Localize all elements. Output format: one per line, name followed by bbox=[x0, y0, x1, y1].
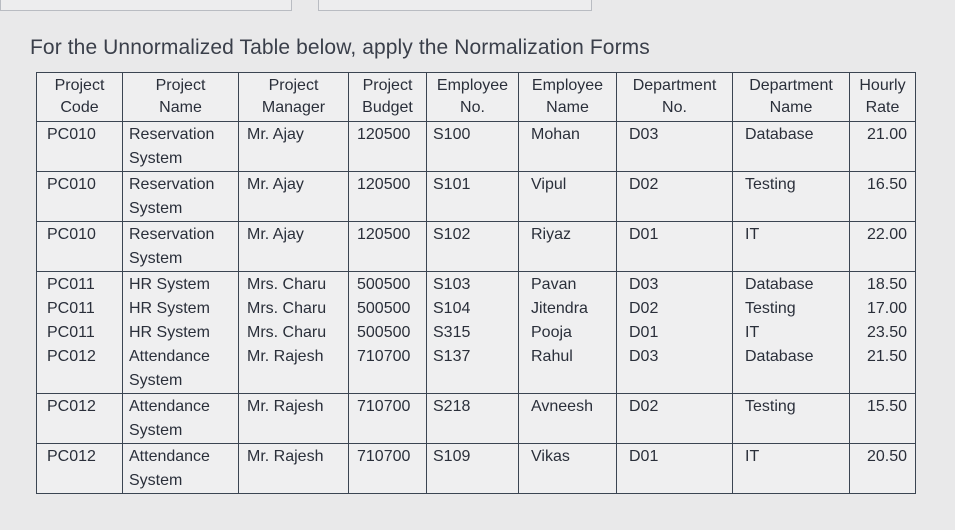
cell-project-code: PC010 bbox=[37, 172, 123, 222]
cell-employee-no: S103 S104 S315 S137 bbox=[427, 272, 519, 394]
cell-department-name: IT bbox=[733, 222, 850, 272]
cell-employee-no: S100 bbox=[427, 122, 519, 172]
header-employee-name: Employee Name bbox=[519, 73, 617, 122]
cell-department-no: D02 bbox=[617, 394, 733, 444]
cell-project-code: PC012 bbox=[37, 444, 123, 494]
cell-employee-no: S109 bbox=[427, 444, 519, 494]
cell-department-name: Testing bbox=[733, 394, 850, 444]
cell-department-no: D03 bbox=[617, 122, 733, 172]
cell-employee-no: S102 bbox=[427, 222, 519, 272]
cell-department-name: Testing bbox=[733, 172, 850, 222]
cell-project-name: Reservation System bbox=[123, 172, 239, 222]
cell-employee-no: S101 bbox=[427, 172, 519, 222]
cell-hourly-rate: 21.00 bbox=[850, 122, 916, 172]
header-department-no: Department No. bbox=[617, 73, 733, 122]
cell-department-no: D02 bbox=[617, 172, 733, 222]
top-right-frame bbox=[318, 0, 592, 11]
header-project-code: Project Code bbox=[37, 73, 123, 122]
header-department-name: Department Name bbox=[733, 73, 850, 122]
cell-project-budget: 710700 bbox=[349, 444, 427, 494]
cell-employee-name: Riyaz bbox=[519, 222, 617, 272]
cell-project-budget: 120500 bbox=[349, 122, 427, 172]
cell-project-code: PC010 bbox=[37, 122, 123, 172]
cell-project-budget: 710700 bbox=[349, 394, 427, 444]
cell-hourly-rate: 16.50 bbox=[850, 172, 916, 222]
table-row bbox=[37, 122, 916, 172]
header-employee-no: Employee No. bbox=[427, 73, 519, 122]
cell-employee-name: Avneesh bbox=[519, 394, 617, 444]
cell-project-code: PC011 PC011 PC011 PC012 bbox=[37, 272, 123, 394]
header-project-manager: Project Manager bbox=[239, 73, 349, 122]
cell-project-budget: 120500 bbox=[349, 222, 427, 272]
cell-department-no: D01 bbox=[617, 222, 733, 272]
cell-project-manager: Mr. Ajay bbox=[239, 172, 349, 222]
cell-project-manager: Mr. Rajesh bbox=[239, 444, 349, 494]
cell-employee-name: Pavan Jitendra Pooja Rahul bbox=[519, 272, 617, 394]
cell-project-budget: 500500 500500 500500 710700 bbox=[349, 272, 427, 394]
cell-project-name: Reservation System bbox=[123, 222, 239, 272]
cell-project-manager: Mrs. Charu Mrs. Charu Mrs. Charu Mr. Rajesh bbox=[239, 272, 349, 394]
top-left-frame bbox=[0, 0, 292, 11]
cell-hourly-rate: 15.50 bbox=[850, 394, 916, 444]
cell-project-name: Attendance System bbox=[123, 444, 239, 494]
header-hourly-rate: Hourly Rate bbox=[850, 73, 916, 122]
question-text: For the Unnormalized Table below, apply the Normalization Forms bbox=[30, 36, 650, 59]
table-row-group bbox=[37, 272, 916, 394]
cell-department-name: Database bbox=[733, 122, 850, 172]
cell-project-name: HR System HR System HR System Attendance System bbox=[123, 272, 239, 394]
cell-project-manager: Mr. Rajesh bbox=[239, 394, 349, 444]
cell-project-name: Reservation System bbox=[123, 122, 239, 172]
cell-project-budget: 120500 bbox=[349, 172, 427, 222]
header-project-budget: Project Budget bbox=[349, 73, 427, 122]
cell-department-no: D01 bbox=[617, 444, 733, 494]
table-header-row bbox=[37, 73, 916, 122]
cell-hourly-rate: 22.00 bbox=[850, 222, 916, 272]
cell-project-manager: Mr. Ajay bbox=[239, 122, 349, 172]
cell-project-code: PC010 bbox=[37, 222, 123, 272]
cell-employee-no: S218 bbox=[427, 394, 519, 444]
unnormalized-table bbox=[36, 72, 916, 494]
table-row bbox=[37, 172, 916, 222]
cell-project-name: Attendance System bbox=[123, 394, 239, 444]
header-project-name: Project Name bbox=[123, 73, 239, 122]
cell-project-manager: Mr. Ajay bbox=[239, 222, 349, 272]
cell-hourly-rate: 20.50 bbox=[850, 444, 916, 494]
table-row bbox=[37, 222, 916, 272]
table-row bbox=[37, 394, 916, 444]
cell-department-name: Database Testing IT Database bbox=[733, 272, 850, 394]
cell-project-code: PC012 bbox=[37, 394, 123, 444]
cell-hourly-rate: 18.50 17.00 23.50 21.50 bbox=[850, 272, 916, 394]
cell-department-name: IT bbox=[733, 444, 850, 494]
cell-employee-name: Mohan bbox=[519, 122, 617, 172]
cell-employee-name: Vikas bbox=[519, 444, 617, 494]
cell-department-no: D03 D02 D01 D03 bbox=[617, 272, 733, 394]
table-row bbox=[37, 444, 916, 494]
cell-employee-name: Vipul bbox=[519, 172, 617, 222]
